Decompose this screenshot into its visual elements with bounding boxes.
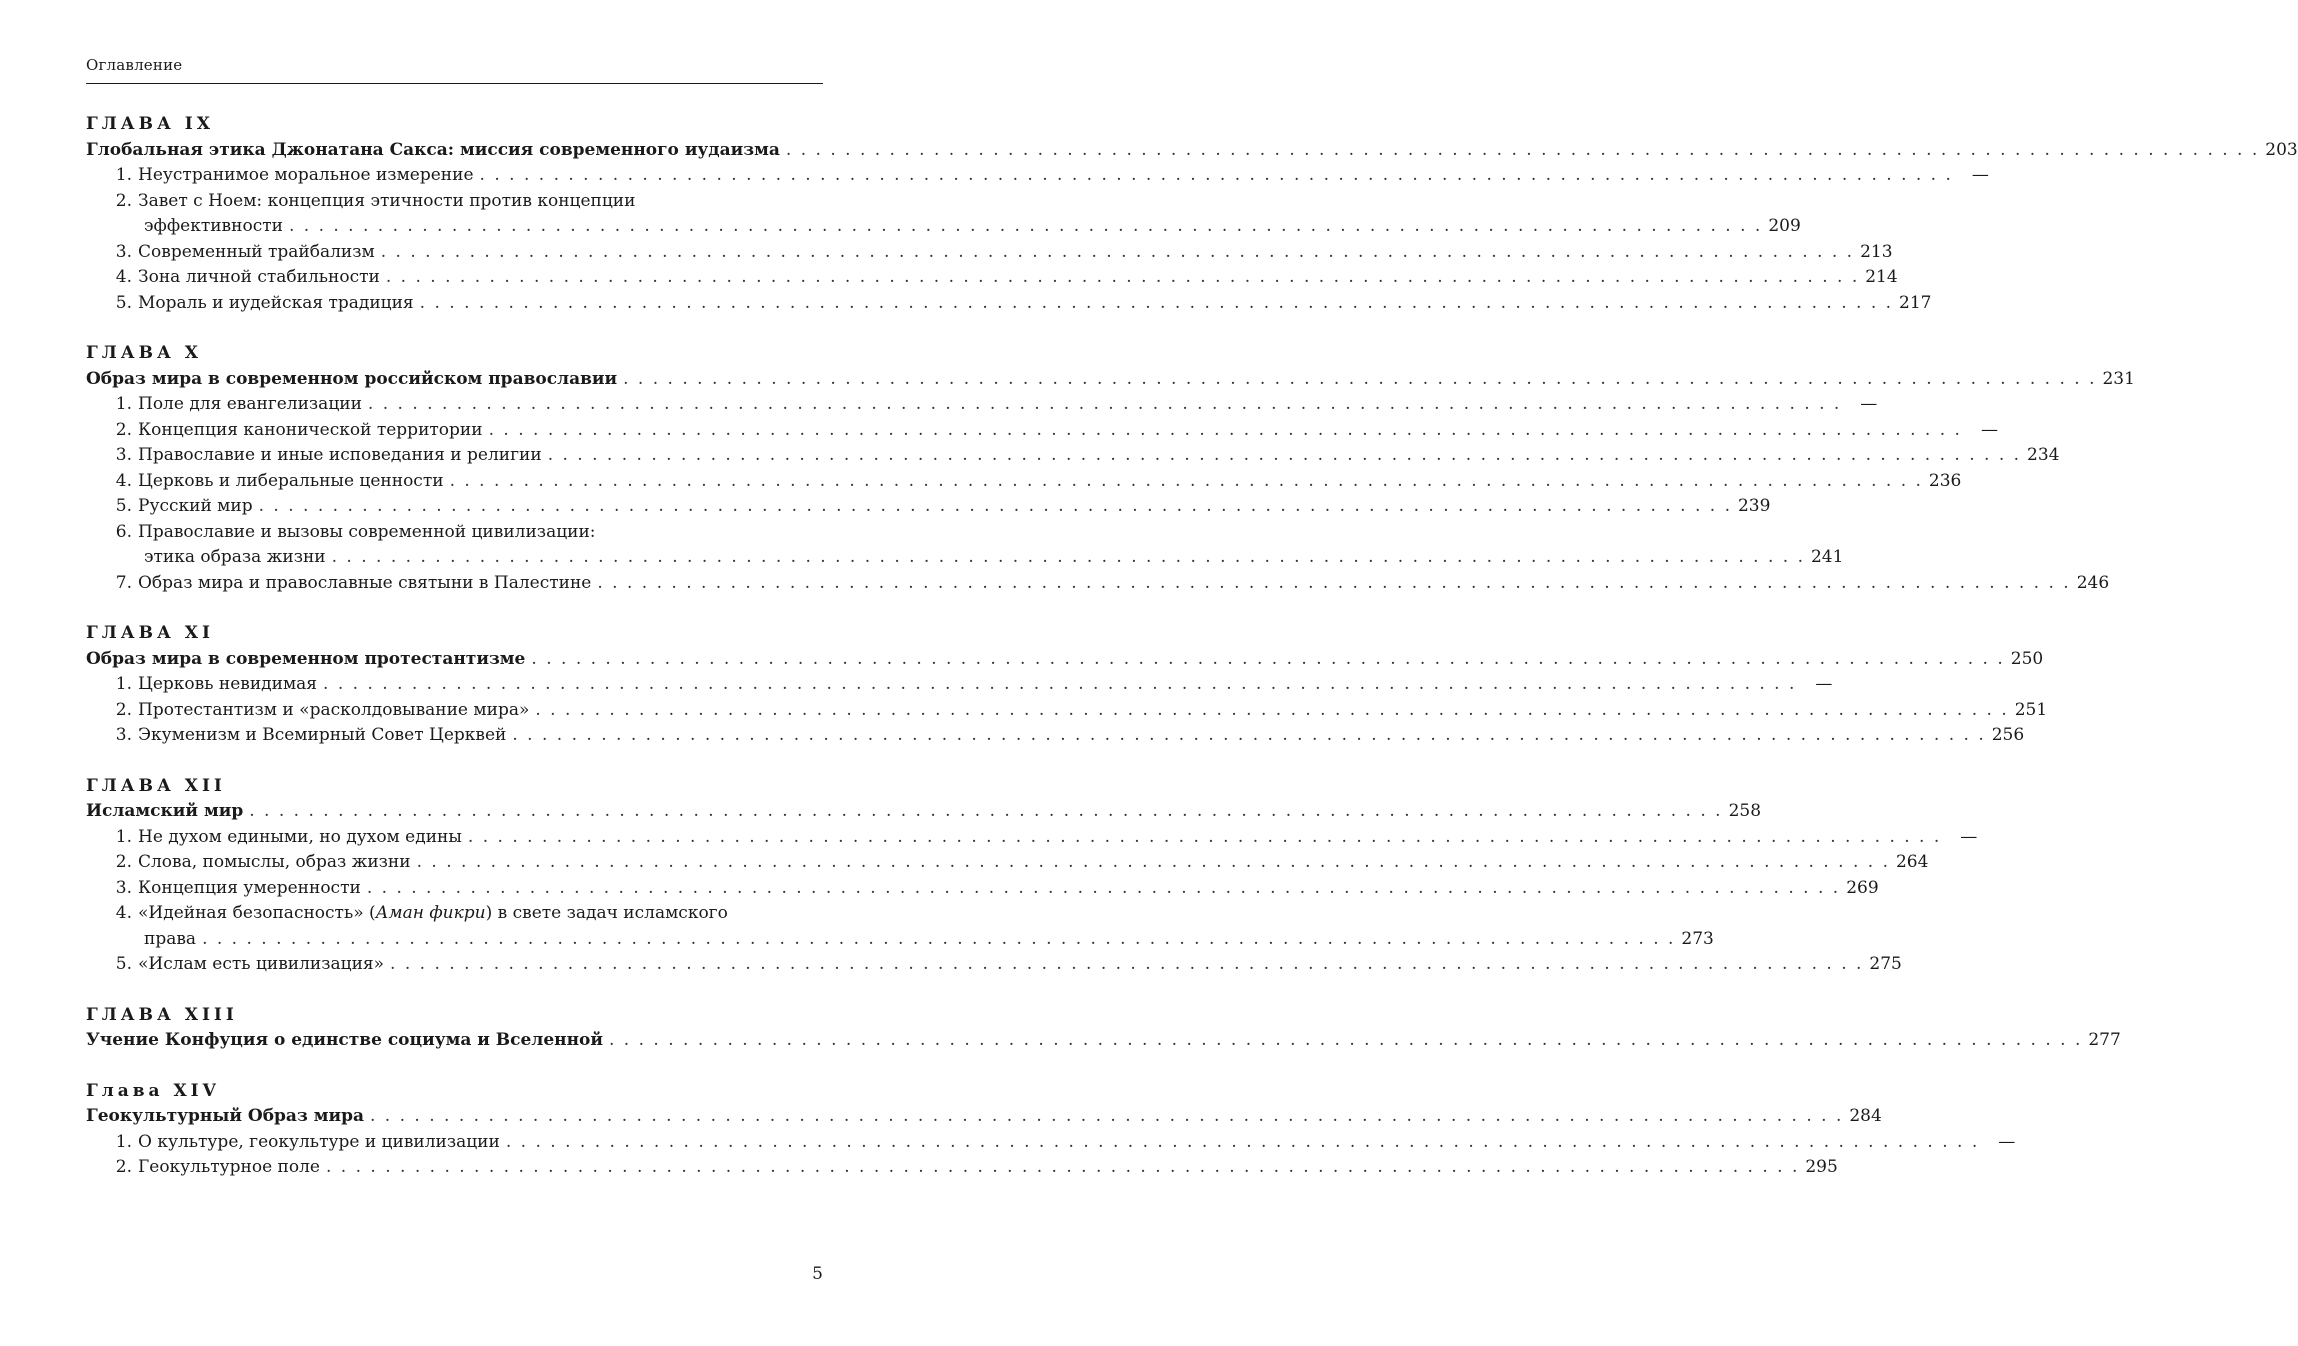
- item-title: «Идейная безопасность» (Аман фикри) в свете задач исламского: [138, 903, 728, 923]
- italic-term: Аман фикри: [375, 903, 486, 923]
- dot-leader: [259, 494, 1732, 520]
- toc-item[interactable]: [86, 545, 1844, 571]
- item-title: Мораль и иудейская традиция: [138, 292, 414, 313]
- toc-item[interactable]: [86, 1130, 2016, 1156]
- chapter-title: Учение Конфуция о единстве социума и Вселенной: [86, 1030, 603, 1050]
- dot-leader: [249, 799, 1722, 825]
- page-ref: 295: [1805, 1157, 1838, 1177]
- page-ref: 209: [1768, 216, 1801, 236]
- item-title: О культуре, геокультуре и цивилизации: [138, 1131, 500, 1152]
- page-ref: —: [1960, 826, 1978, 847]
- chapter-section: [86, 1003, 2121, 1054]
- dot-leader: [548, 443, 2021, 469]
- item-title: Поле для евангелизации: [138, 394, 362, 414]
- toc-item[interactable]: [86, 494, 1771, 520]
- toc-item[interactable]: [86, 520, 823, 546]
- chapter-section: [86, 621, 2048, 749]
- page-ref: —: [1860, 394, 1878, 414]
- page-ref: 273: [1681, 928, 1714, 949]
- chapter-title-entry[interactable]: [86, 799, 1762, 825]
- item-title: «Ислам есть цивилизация»: [138, 954, 385, 974]
- dot-leader: [535, 698, 2008, 724]
- toc-item[interactable]: [86, 469, 1962, 495]
- item-title: Зона личной стабильности: [138, 267, 380, 287]
- chapter-label: ГЛАВА XIII: [86, 1004, 238, 1025]
- page-ref: 277: [2088, 1030, 2121, 1050]
- page-ref: 217: [1899, 292, 1932, 313]
- toc-item[interactable]: [86, 443, 2060, 469]
- dot-leader: [506, 1130, 1979, 1156]
- item-title: Русский мир: [138, 496, 253, 516]
- toc-item[interactable]: [86, 392, 1878, 418]
- dot-leader: [420, 291, 1893, 317]
- page-ref: 214: [1865, 267, 1898, 287]
- page-ref: 213: [1860, 241, 1893, 262]
- page-ref: 241: [1810, 547, 1844, 567]
- chapter-label: Глава XIV: [86, 1080, 220, 1101]
- dot-leader: [468, 825, 1941, 851]
- item-number: 7.: [115, 572, 132, 593]
- dot-leader: [597, 571, 2070, 597]
- item-title: Протестантизм и «расколдовывание мира»: [138, 699, 530, 720]
- page-ref: 246: [2076, 572, 2110, 593]
- chapter-label: ГЛАВА IX: [86, 114, 214, 134]
- item-title: этика образа жизни: [144, 547, 326, 567]
- toc-item[interactable]: [86, 571, 2110, 597]
- page-ref: 203: [2265, 139, 2298, 160]
- dot-leader: [609, 1028, 2082, 1054]
- page-ref: 239: [1737, 496, 1771, 516]
- page-number: 5: [812, 1264, 823, 1284]
- page-ref: 236: [1928, 470, 1962, 491]
- page-ref: 256: [1991, 725, 2025, 745]
- toc-item[interactable]: [86, 825, 1978, 851]
- item-title: Церковь невидимая: [138, 674, 318, 694]
- item-number: 5.: [115, 496, 132, 516]
- page-ref: —: [1998, 1131, 2016, 1152]
- item-title: Завет с Ноем: концепция этичности против концепции: [138, 190, 636, 211]
- item-title: Образ мира и православные святыни в Палестине: [138, 572, 592, 593]
- chapter-section: [86, 341, 2135, 596]
- item-title: Концепция умеренности: [138, 877, 361, 898]
- item-number: 3.: [115, 725, 132, 745]
- page-ref: 251: [2014, 699, 2048, 720]
- toc-item[interactable]: [86, 952, 1902, 978]
- toc-item[interactable]: [86, 240, 1893, 266]
- dot-leader: [326, 1155, 1799, 1181]
- page-ref: 269: [1846, 877, 1879, 898]
- toc-item[interactable]: [86, 291, 1932, 317]
- dot-leader: [489, 418, 1962, 444]
- dot-leader: [386, 265, 1859, 291]
- item-number: 5.: [115, 954, 132, 974]
- header-rule: [86, 83, 823, 84]
- running-head: Оглавление: [86, 56, 183, 74]
- chapter-section: [86, 774, 1978, 978]
- page-ref: —: [1971, 165, 1989, 185]
- chapter-title: Геокультурный Образ мира: [86, 1106, 364, 1126]
- item-number: 1.: [115, 826, 132, 847]
- dot-leader: [623, 367, 2096, 393]
- chapter-section: [86, 112, 2298, 316]
- chapter-title-entry[interactable]: [86, 367, 2135, 393]
- dot-leader: [390, 952, 1863, 978]
- item-number: 3.: [115, 445, 132, 465]
- dot-leader: [417, 850, 1890, 876]
- dot-leader: [786, 138, 2259, 164]
- page-ref: —: [1815, 674, 1833, 694]
- item-number: 2.: [115, 852, 132, 872]
- toc-item[interactable]: [86, 927, 1714, 953]
- dot-leader: [332, 545, 1805, 571]
- page-ref: 231: [2102, 368, 2135, 389]
- dot-leader: [202, 927, 1675, 953]
- item-title: Церковь и либеральные ценности: [138, 470, 444, 491]
- chapter-title: Образ мира в современном российском православии: [86, 368, 618, 389]
- toc-item[interactable]: [86, 723, 2025, 749]
- item-number: 4.: [115, 903, 132, 923]
- toc-item[interactable]: [86, 214, 1801, 240]
- toc-item[interactable]: [86, 418, 1998, 444]
- dot-leader: [323, 672, 1796, 698]
- item-title: права: [144, 928, 197, 949]
- item-number: 2.: [115, 190, 132, 211]
- chapter-section: [86, 1079, 2016, 1181]
- dot-leader: [450, 469, 1923, 495]
- chapter-title-entry[interactable]: [86, 138, 2298, 164]
- item-number: 6.: [115, 521, 132, 542]
- chapter-label: ГЛАВА XI: [86, 623, 214, 643]
- chapter-label: ГЛАВА X: [86, 343, 202, 363]
- item-title: Православие и вызовы современной цивилизации:: [138, 521, 596, 542]
- item-title: эффективности: [144, 216, 283, 236]
- toc-item[interactable]: [86, 189, 823, 215]
- item-title: Неустранимое моральное измерение: [138, 165, 474, 185]
- page-ref: 250: [2010, 648, 2044, 669]
- page-ref: 258: [1728, 801, 1762, 821]
- page-ref: 264: [1895, 852, 1929, 872]
- item-title: Современный трайбализм: [138, 241, 375, 262]
- item-number: 1.: [115, 394, 132, 414]
- item-number: 1.: [115, 674, 132, 694]
- dot-leader: [370, 1104, 1843, 1130]
- toc-item[interactable]: [86, 850, 1929, 876]
- item-number: 4.: [115, 267, 132, 287]
- toc-item[interactable]: [86, 876, 1879, 902]
- chapter-title: Глобальная этика Джонатана Сакса: миссия современного иудаизма: [86, 139, 780, 160]
- item-title: Не духом едиными, но духом едины: [138, 826, 462, 847]
- chapter-title: Исламский мир: [86, 801, 244, 821]
- item-number: 1.: [115, 165, 132, 185]
- item-title: Концепция канонической территории: [138, 419, 483, 440]
- item-number: 1.: [115, 1131, 132, 1152]
- dot-leader: [367, 876, 1840, 902]
- dot-leader: [531, 647, 2004, 673]
- item-number: 4.: [115, 470, 132, 491]
- toc-item[interactable]: [86, 265, 1898, 291]
- item-number: 2.: [115, 699, 132, 720]
- toc-item[interactable]: [86, 1155, 1838, 1181]
- item-number: 2.: [115, 1157, 132, 1177]
- item-number: 5.: [115, 292, 132, 313]
- chapter-title-entry[interactable]: [86, 1028, 2121, 1054]
- toc-item[interactable]: [86, 901, 823, 927]
- table-of-contents: [86, 112, 2298, 1206]
- dot-leader: [368, 392, 1841, 418]
- item-title: Геокультурное поле: [138, 1157, 320, 1177]
- item-number: 3.: [115, 877, 132, 898]
- toc-item[interactable]: [86, 698, 2048, 724]
- page-ref: 275: [1869, 954, 1902, 974]
- chapter-label: ГЛАВА XII: [86, 775, 226, 796]
- toc-item[interactable]: [86, 163, 1989, 189]
- dot-leader: [289, 214, 1762, 240]
- dot-leader: [512, 723, 1985, 749]
- item-title: Экуменизм и Всемирный Совет Церквей: [138, 725, 507, 745]
- dot-leader: [480, 163, 1953, 189]
- item-number: 2.: [115, 419, 132, 440]
- item-title: Православие и иные исповедания и религии: [138, 445, 542, 465]
- page-ref: 284: [1849, 1106, 1882, 1126]
- chapter-title-entry[interactable]: [86, 1104, 1882, 1130]
- chapter-title-entry[interactable]: [86, 647, 2044, 673]
- dot-leader: [381, 240, 1854, 266]
- chapter-title: Образ мира в современном протестантизме: [86, 648, 526, 669]
- page-ref: 234: [2027, 445, 2060, 465]
- item-title: Слова, помыслы, образ жизни: [138, 852, 411, 872]
- toc-item[interactable]: [86, 672, 1833, 698]
- item-number: 3.: [115, 241, 132, 262]
- page-ref: —: [1980, 419, 1998, 440]
